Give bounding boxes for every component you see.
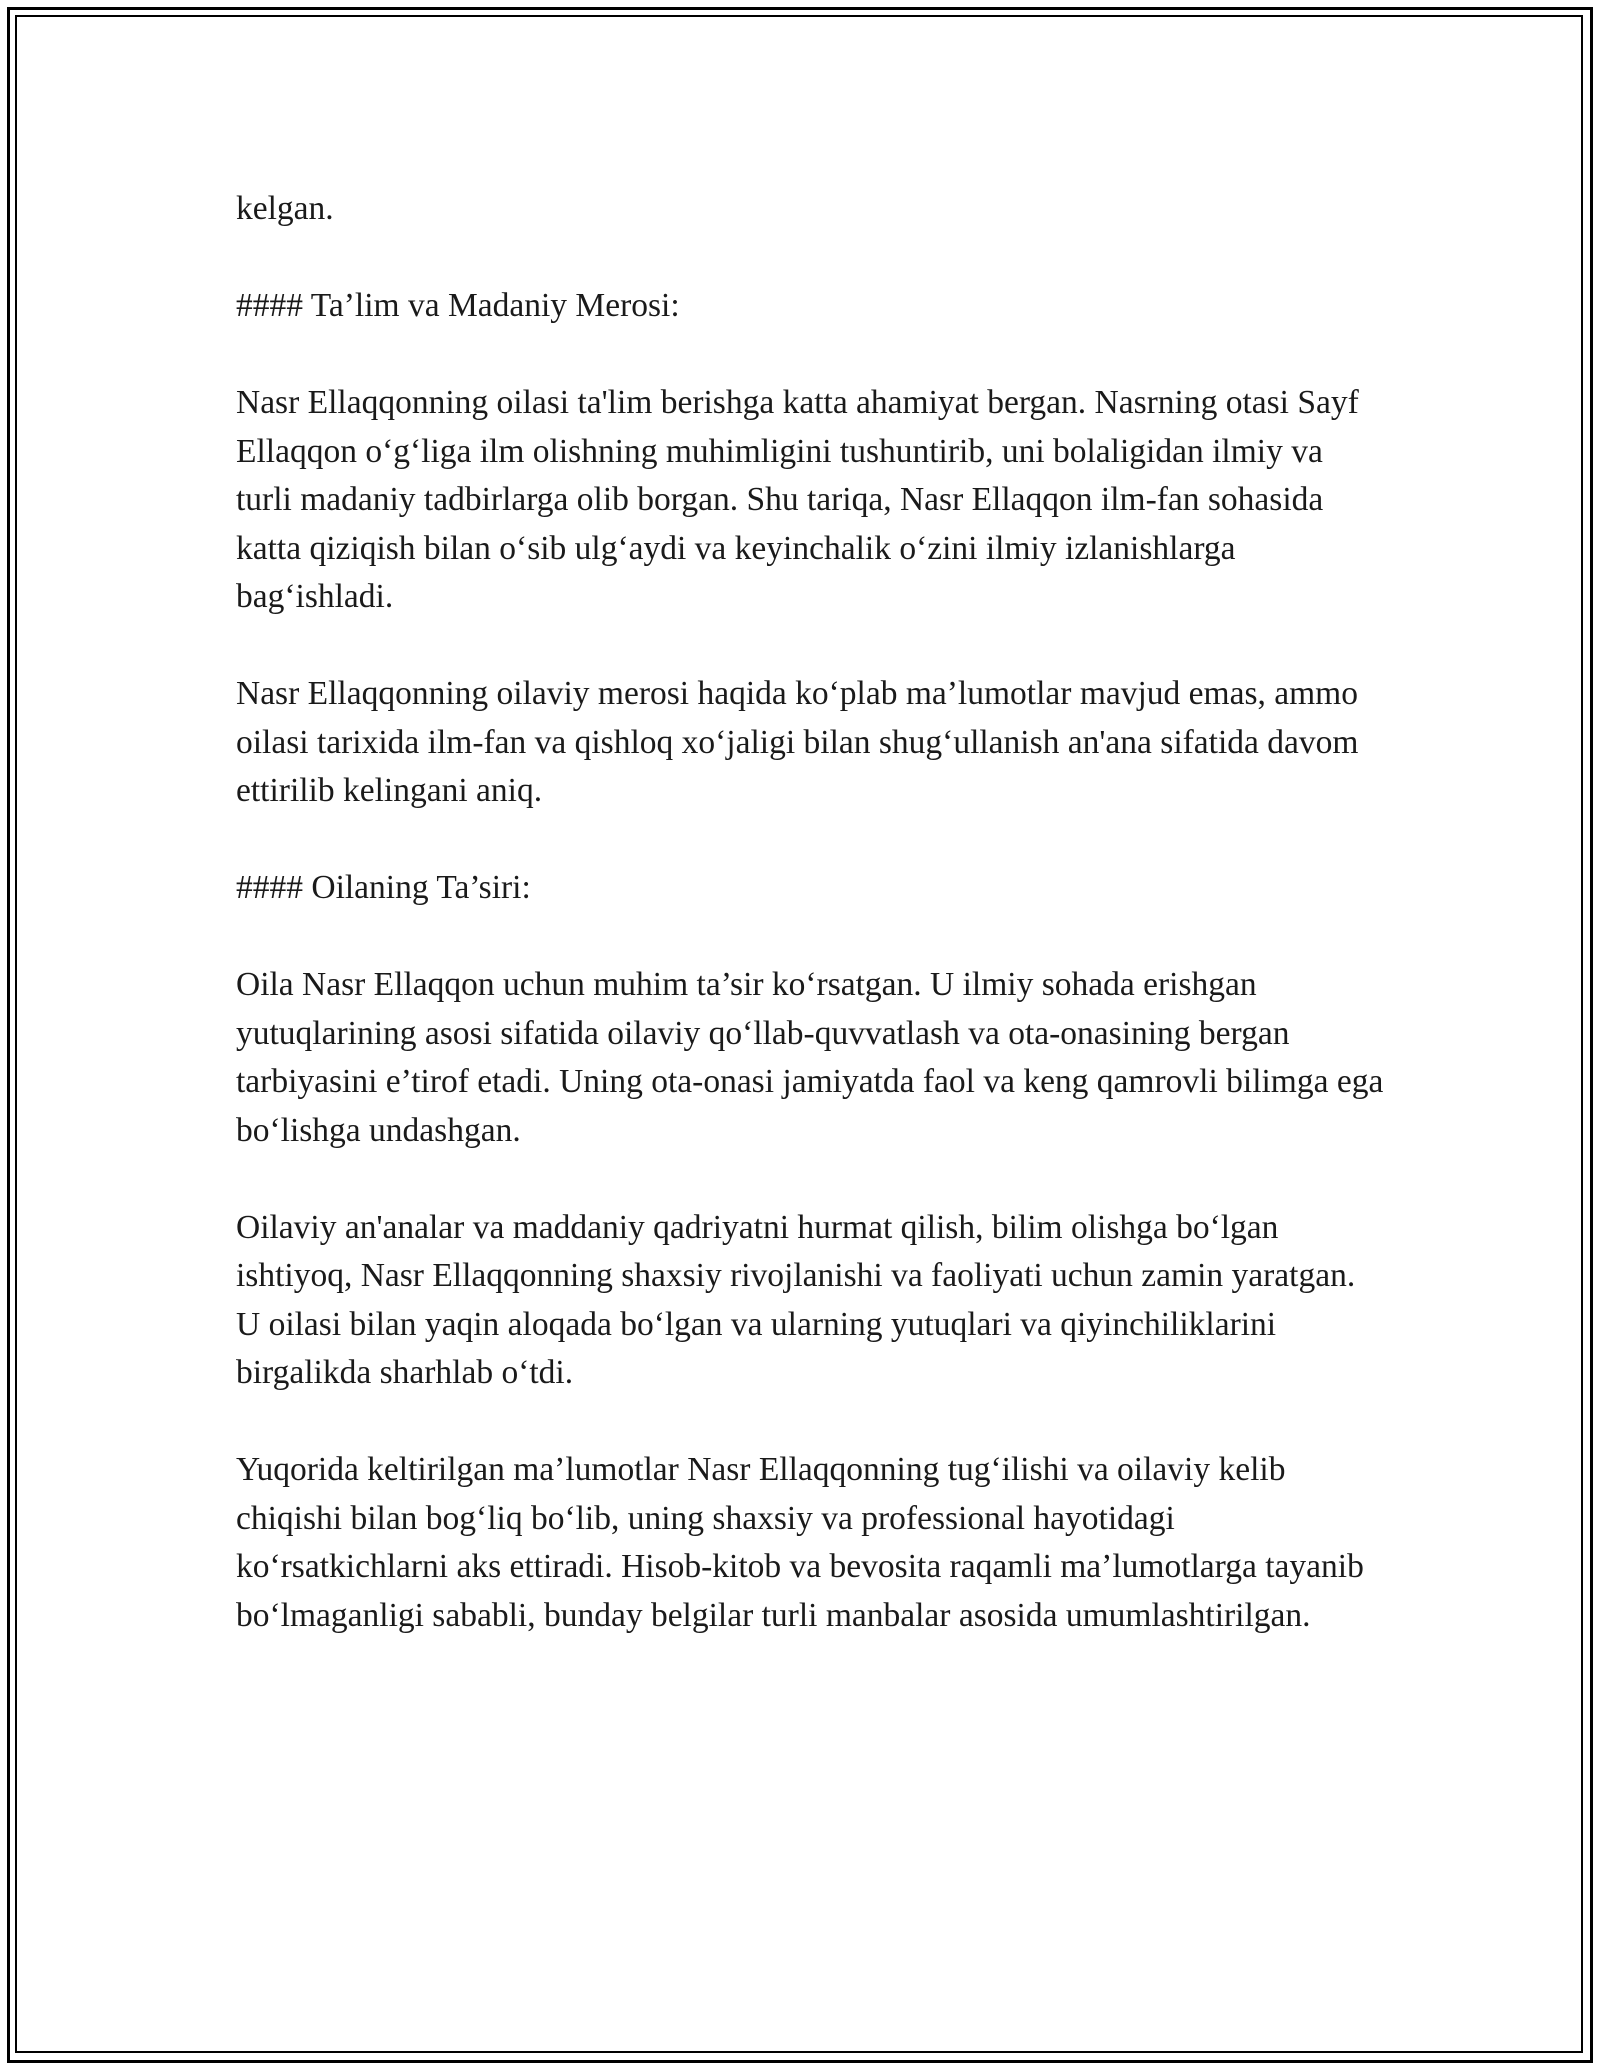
section-heading-education-heritage: #### Ta’lim va Madaniy Merosi: <box>236 287 680 324</box>
paragraph-summary: Yuqorida keltirilgan ma’lumotlar Nasr Ellaqqonning tug‘ilishi va oilaviy kelib chiqishi bilan bog‘liq bo‘lib, uning shaxsiy va professional hayotidagi ko‘rsatkichlarni aks ettiradi. Hisob-kitob va bevosita raqamli ma’lumotlarga tayanib bo‘lmaganligi sababli, bunday belgilar turli manbalar asosida umumlashtirilgan. <box>236 1451 1364 1634</box>
paragraph-family-influence: Oila Nasr Ellaqqon uchun muhim ta’sir ko‘rsatgan. U ilmiy sohada erishgan yutuqlarining asosi sifatida oilaviy qo‘llab-quvvatlash va ota-onasining bergan tarbiyasini e’tirof etadi. Uning ota-onasi jamiyatda faol va keng qamrovli bilimga ega bo‘lishga undashgan. <box>236 966 1384 1149</box>
paragraph-family-traditions: Oilaviy an'analar va maddaniy qadriyatni hurmat qilish, bilim olishga bo‘lgan ishtiyoq, Nasr Ellaqqonning shaxsiy rivojlanishi va faoliyati uchun zamin yaratgan. U oilasi bilan yaqin aloqada bo‘lgan va ularning yutuqlari va qiyinchiliklarini birgalikda sharhlab o‘tdi. <box>236 1208 1356 1391</box>
section-heading-family-influence: #### Oilaning Ta’siri: <box>236 869 531 906</box>
paragraph-continuation: kelgan. <box>236 190 334 227</box>
paragraph-education: Nasr Ellaqqonning oilasi ta'lim berishga katta ahamiyat bergan. Nasrning otasi Sayf Ellaqqon o‘g‘liga ilm olishning muhimligini tushuntirib, uni bolaligidan ilmiy va turli madaniy tadbirlarga olib borgan. Shu tariqa, Nasr Ellaqqon ilm-fan sohasida katta qiziqish bilan o‘sib ulg‘aydi va keyinchalik o‘zini ilmiy izlanishlarga bag‘ishladi. <box>236 384 1359 615</box>
paragraph-family-heritage: Nasr Ellaqqonning oilaviy merosi haqida ko‘plab ma’lumotlar mavjud emas, ammo oilasi tarixida ilm-fan va qishloq xo‘jaligi bilan shug‘ullanish an'ana sifatida davom ettirilib kelingani aniq. <box>236 675 1359 809</box>
document-body <box>236 185 1386 1640</box>
